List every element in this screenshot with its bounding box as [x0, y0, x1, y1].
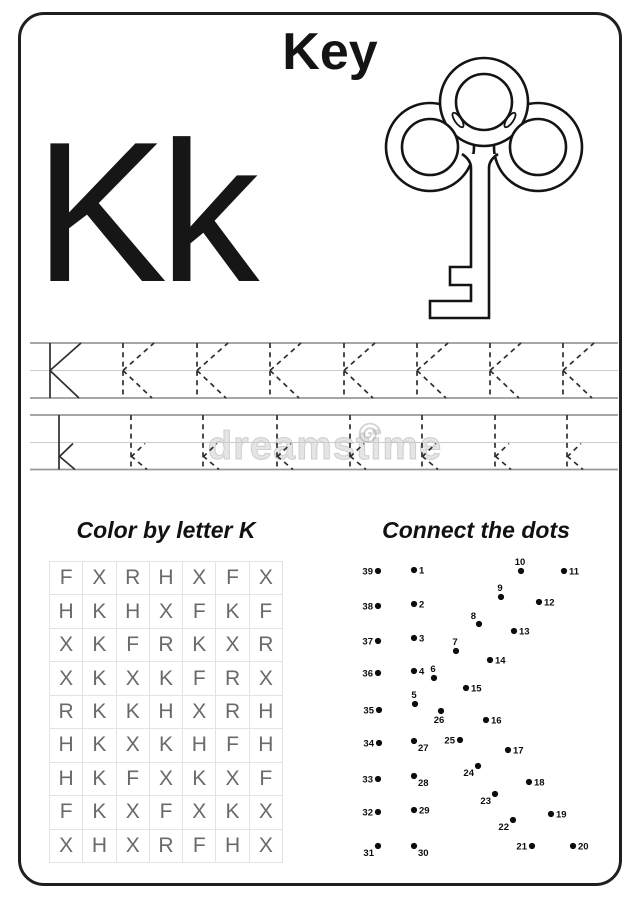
dot-27 — [411, 738, 417, 744]
dot-label-9: 9 — [497, 583, 503, 594]
dot-label-6: 6 — [430, 664, 436, 675]
dot-label-34: 34 — [363, 738, 374, 750]
dot-label-21: 21 — [516, 841, 527, 853]
dot-25 — [457, 737, 463, 743]
dot-label-16: 16 — [491, 715, 502, 727]
grid-cell-letter-K: K — [150, 729, 183, 762]
dot-label-25: 25 — [444, 735, 455, 747]
grid-cell-letter-X: X — [216, 763, 249, 796]
dot-33 — [375, 776, 381, 782]
grid-cell-letter-R: R — [117, 562, 150, 595]
grid-cell-letter-R: R — [250, 629, 283, 662]
dot-30 — [411, 843, 417, 849]
dot-label-38: 38 — [362, 601, 373, 613]
grid-cell-letter-X: X — [150, 763, 183, 796]
grid-cell-letter-H: H — [150, 696, 183, 729]
dot-label-2: 2 — [419, 599, 425, 611]
grid-cell-letter-F: F — [250, 595, 283, 628]
dot-label-24: 24 — [463, 768, 474, 779]
dot-28 — [411, 773, 417, 779]
dot-2 — [411, 601, 417, 607]
watermark-text: dreamstime — [207, 424, 443, 468]
grid-cell-letter-F: F — [117, 629, 150, 662]
dot-7 — [453, 648, 459, 654]
grid-cell-letter-H: H — [250, 696, 283, 729]
grid-cell-letter-X: X — [250, 562, 283, 595]
grid-cell-letter-K: K — [83, 796, 116, 829]
grid-cell-letter-H: H — [183, 729, 216, 762]
dot-label-15: 15 — [471, 683, 482, 695]
grid-cell-letter-X: X — [117, 796, 150, 829]
dot-label-30: 30 — [418, 848, 429, 859]
dot-23 — [492, 791, 498, 797]
grid-cell-letter-X: X — [117, 662, 150, 695]
dot-15 — [463, 685, 469, 691]
dot-label-20: 20 — [578, 841, 589, 853]
dot-label-29: 29 — [419, 805, 430, 817]
dot-8 — [476, 621, 482, 627]
dot-label-4: 4 — [419, 666, 425, 678]
grid-cell-letter-F: F — [50, 796, 83, 829]
dot-14 — [487, 657, 493, 663]
grid-cell-letter-K: K — [183, 763, 216, 796]
dot-12 — [536, 599, 542, 605]
grid-cell-letter-H: H — [50, 763, 83, 796]
grid-cell-letter-X: X — [50, 629, 83, 662]
dot-21 — [529, 843, 535, 849]
dot-label-19: 19 — [556, 809, 567, 821]
grid-cell-letter-X: X — [117, 729, 150, 762]
dot-label-12: 12 — [544, 597, 555, 609]
grid-cell-letter-K: K — [216, 595, 249, 628]
grid-cell-letter-K: K — [150, 662, 183, 695]
dot-label-8: 8 — [470, 611, 476, 622]
dot-label-32: 32 — [362, 807, 373, 819]
dot-34 — [376, 740, 382, 746]
dot-label-36: 36 — [362, 668, 373, 680]
dot-19 — [548, 811, 554, 817]
grid-cell-letter-K: K — [216, 796, 249, 829]
dot-3 — [411, 635, 417, 641]
dot-5 — [412, 701, 418, 707]
dot-26 — [438, 708, 444, 714]
dot-38 — [375, 603, 381, 609]
grid-cell-letter-X: X — [183, 796, 216, 829]
dot-6 — [431, 675, 437, 681]
grid-cell-letter-K: K — [83, 662, 116, 695]
grid-cell-letter-H: H — [50, 595, 83, 628]
dot-label-5: 5 — [411, 690, 417, 701]
grid-cell-letter-R: R — [216, 696, 249, 729]
grid-cell-letter-F: F — [150, 796, 183, 829]
grid-cell-letter-R: R — [50, 696, 83, 729]
dot-1 — [411, 567, 417, 573]
grid-cell-letter-K: K — [183, 629, 216, 662]
dot-16 — [483, 717, 489, 723]
dot-22 — [510, 817, 516, 823]
grid-cell-letter-X: X — [183, 696, 216, 729]
grid-cell-letter-F: F — [183, 662, 216, 695]
dot-label-23: 23 — [480, 796, 491, 807]
grid-cell-letter-H: H — [250, 729, 283, 762]
grid-cell-letter-F: F — [117, 763, 150, 796]
dot-35 — [376, 707, 382, 713]
grid-cell-letter-X: X — [250, 796, 283, 829]
grid-cell-letter-F: F — [183, 595, 216, 628]
grid-cell-letter-X: X — [250, 662, 283, 695]
dot-11 — [561, 568, 567, 574]
dot-label-28: 28 — [418, 778, 429, 789]
dot-label-1: 1 — [419, 565, 425, 577]
dot-label-33: 33 — [362, 774, 373, 786]
grid-cell-letter-F: F — [216, 562, 249, 595]
dot-label-18: 18 — [534, 777, 545, 789]
dot-label-39: 39 — [362, 566, 373, 578]
dot-37 — [375, 638, 381, 644]
dot-32 — [375, 809, 381, 815]
grid-cell-letter-X: X — [216, 629, 249, 662]
grid-cell-letter-F: F — [216, 729, 249, 762]
grid-cell-letter-R: R — [150, 629, 183, 662]
grid-cell-letter-K: K — [83, 729, 116, 762]
grid-cell-letter-R: R — [216, 662, 249, 695]
dot-label-13: 13 — [519, 626, 530, 638]
grid-cell-letter-H: H — [83, 830, 116, 863]
grid-cell-letter-H: H — [150, 562, 183, 595]
grid-cell-letter-F: F — [183, 830, 216, 863]
dot-label-26: 26 — [433, 715, 445, 726]
grid-cell-letter-X: X — [83, 562, 116, 595]
dot-label-22: 22 — [498, 822, 509, 833]
grid-cell-letter-F: F — [250, 763, 283, 796]
dot-18 — [526, 779, 532, 785]
grid-cell-letter-H: H — [216, 830, 249, 863]
dot-label-31: 31 — [363, 848, 374, 859]
grid-cell-letter-X: X — [150, 595, 183, 628]
big-letters-Kk: Kk — [34, 101, 252, 324]
grid-cell-letter-X: X — [50, 662, 83, 695]
dot-label-7: 7 — [452, 637, 458, 648]
grid-cell-letter-X: X — [250, 830, 283, 863]
dot-24 — [475, 763, 481, 769]
dot-label-10: 10 — [514, 557, 526, 568]
dot-label-17: 17 — [513, 745, 524, 757]
color-by-letter-title: Color by letter K — [76, 517, 256, 543]
grid-cell-letter-K: K — [83, 763, 116, 796]
grid-cell-letter-K: K — [83, 696, 116, 729]
grid-cell-letter-K: K — [83, 629, 116, 662]
dot-20 — [570, 843, 576, 849]
page-title: Key — [282, 23, 378, 81]
grid-cell-letter-K: K — [83, 595, 116, 628]
dot-39 — [375, 568, 381, 574]
grid-cell-letter-K: K — [117, 696, 150, 729]
dot-13 — [511, 628, 517, 634]
grid-cell-letter-X: X — [117, 830, 150, 863]
grid-cell-letter-F: F — [50, 562, 83, 595]
connect-the-dots-title: Connect the dots — [382, 517, 570, 543]
dot-label-27: 27 — [418, 743, 429, 754]
dot-17 — [505, 747, 511, 753]
dot-label-3: 3 — [419, 633, 425, 645]
dot-4 — [411, 668, 417, 674]
grid-cell-letter-X: X — [183, 562, 216, 595]
dot-10 — [518, 568, 524, 574]
dot-label-14: 14 — [495, 655, 506, 667]
dot-36 — [375, 670, 381, 676]
dot-label-35: 35 — [363, 705, 374, 717]
dot-label-37: 37 — [362, 636, 373, 648]
dot-31 — [375, 843, 381, 849]
grid-cell-letter-X: X — [50, 830, 83, 863]
grid-cell-letter-H: H — [50, 729, 83, 762]
dot-29 — [411, 807, 417, 813]
dot-label-11: 11 — [569, 566, 580, 578]
grid-cell-letter-H: H — [117, 595, 150, 628]
grid-cell-letter-R: R — [150, 830, 183, 863]
dot-9 — [498, 594, 504, 600]
